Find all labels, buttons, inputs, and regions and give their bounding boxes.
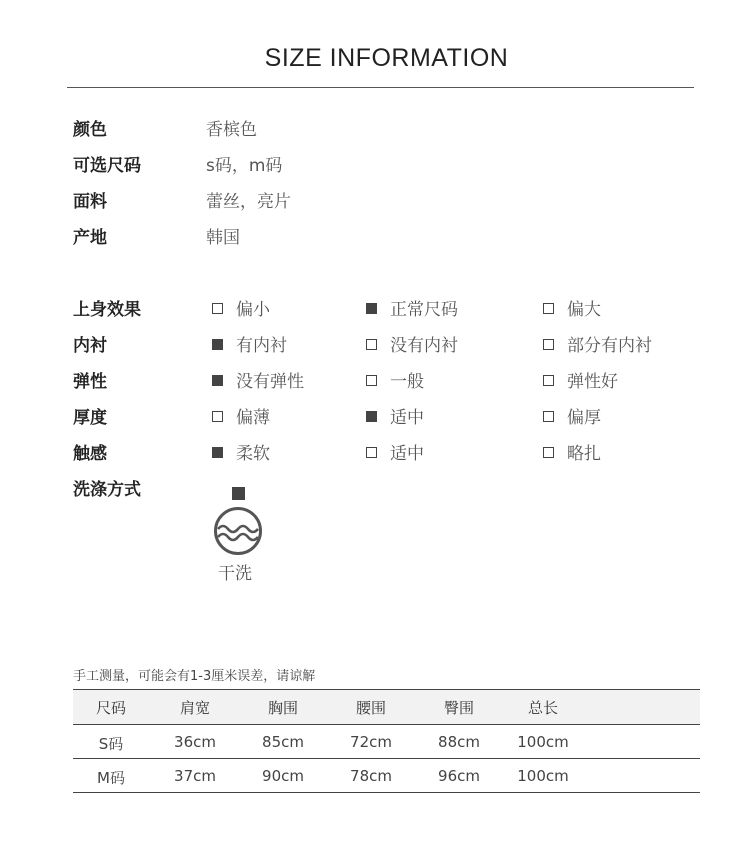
attribute-key: 触感 xyxy=(73,444,107,464)
page-title: SIZE INFORMATION xyxy=(264,44,509,72)
table-row-rule xyxy=(73,758,700,759)
table-bottom-rule xyxy=(73,792,700,793)
table-cell: 85cm xyxy=(262,733,304,751)
option-label: 没有弹性 xyxy=(236,372,304,392)
checked-box xyxy=(366,411,377,422)
checked-box xyxy=(212,339,223,350)
option-label: 适中 xyxy=(390,444,424,464)
option-label: 偏厚 xyxy=(567,408,601,428)
unchecked-box xyxy=(366,375,377,386)
unchecked-box xyxy=(366,339,377,350)
dry-clean-icon xyxy=(213,506,263,556)
table-cell: 78cm xyxy=(350,767,392,785)
table-cell: 88cm xyxy=(438,733,480,751)
checked-box xyxy=(212,375,223,386)
option-label: 偏大 xyxy=(567,300,601,320)
table-cell: M码 xyxy=(97,769,125,787)
option-label: 略扎 xyxy=(567,444,601,464)
info-key: 可选尺码 xyxy=(73,156,141,176)
unchecked-box xyxy=(543,375,554,386)
table-header-rule xyxy=(73,724,700,725)
table-cell: 100cm xyxy=(517,733,569,751)
washing-key: 洗涤方式 xyxy=(73,480,141,500)
unchecked-box xyxy=(543,411,554,422)
table-cell: 72cm xyxy=(350,733,392,751)
attribute-key: 弹性 xyxy=(73,372,107,392)
checked-box xyxy=(212,447,223,458)
option-label: 柔软 xyxy=(236,444,270,464)
table-cell: 96cm xyxy=(438,767,480,785)
option-label: 偏小 xyxy=(236,300,270,320)
table-cell: 36cm xyxy=(174,733,216,751)
checked-box xyxy=(366,303,377,314)
washing-method-label: 干洗 xyxy=(218,564,252,584)
option-label: 一般 xyxy=(390,372,424,392)
info-value: 韩国 xyxy=(206,228,240,248)
option-label: 没有内衬 xyxy=(390,336,458,356)
table-header-cell: 臀围 xyxy=(443,699,475,717)
attribute-key: 内衬 xyxy=(73,336,107,356)
unchecked-box xyxy=(212,411,223,422)
unchecked-box xyxy=(212,303,223,314)
attribute-key: 厚度 xyxy=(73,408,107,428)
info-key: 产地 xyxy=(73,228,107,248)
unchecked-box xyxy=(543,339,554,350)
title-divider xyxy=(67,87,694,88)
attribute-key: 上身效果 xyxy=(73,300,141,320)
table-cell: 37cm xyxy=(174,767,216,785)
table-header-cell: 肩宽 xyxy=(179,699,211,717)
option-label: 正常尺码 xyxy=(390,300,458,320)
table-header-cell: 胸围 xyxy=(267,699,299,717)
option-label: 偏薄 xyxy=(236,408,270,428)
measurement-note: 手工测量，可能会有1-3厘米误差，请谅解 xyxy=(73,669,316,684)
unchecked-box xyxy=(543,447,554,458)
unchecked-box xyxy=(366,447,377,458)
info-value: 蕾丝，亮片 xyxy=(206,192,291,212)
table-header-cell: 腰围 xyxy=(355,699,387,717)
table-header-bg xyxy=(73,690,700,724)
washing-checkbox xyxy=(232,487,245,500)
info-value: s码，m码 xyxy=(206,156,283,176)
table-header-cell: 总长 xyxy=(527,699,559,717)
option-label: 部分有内衬 xyxy=(567,336,652,356)
unchecked-box xyxy=(543,303,554,314)
option-label: 有内衬 xyxy=(236,336,287,356)
table-cell: 100cm xyxy=(517,767,569,785)
info-value: 香槟色 xyxy=(206,120,257,140)
option-label: 弹性好 xyxy=(567,372,618,392)
info-key: 颜色 xyxy=(73,120,107,140)
table-cell: 90cm xyxy=(262,767,304,785)
table-cell: S码 xyxy=(98,735,124,753)
info-key: 面料 xyxy=(73,192,107,212)
option-label: 适中 xyxy=(390,408,424,428)
table-header-cell: 尺码 xyxy=(95,699,127,717)
